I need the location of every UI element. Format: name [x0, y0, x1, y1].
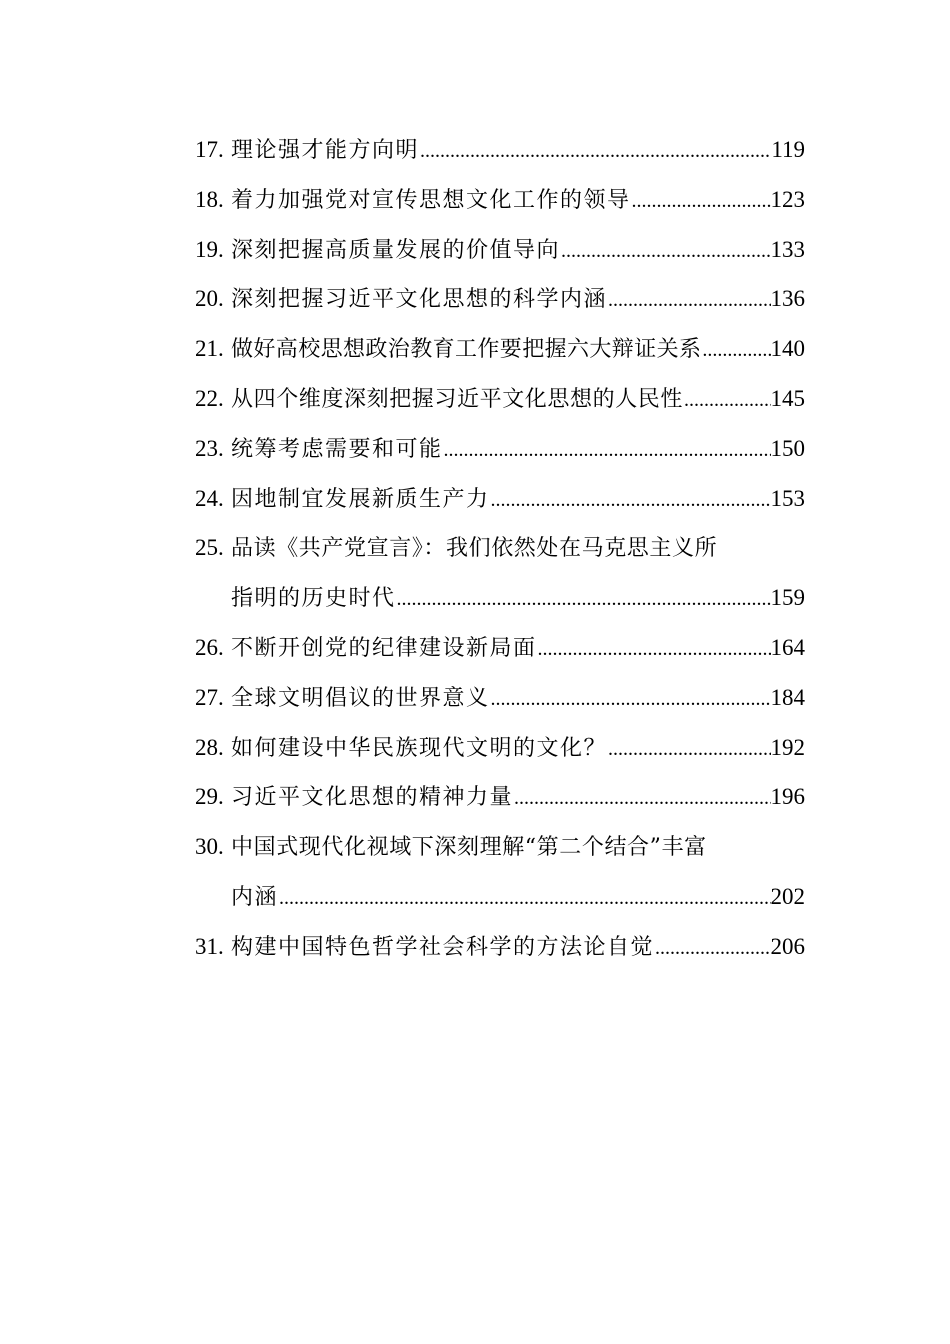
entry-title: 深刻把握习近平文化思想的科学内涵 — [231, 287, 608, 313]
entry-page-number: 140 — [770, 336, 805, 362]
entry-number: 29. — [195, 784, 224, 810]
entry-number: 25. — [195, 535, 224, 561]
entry-page-number: 164 — [770, 634, 805, 660]
toc-entry-23[interactable] — [195, 424, 805, 474]
entry-number: 17. — [195, 137, 224, 162]
entry-number: 24. — [195, 485, 224, 511]
entry-number: 30. — [195, 834, 224, 860]
toc-entry-27[interactable] — [195, 673, 805, 723]
toc-entry-28[interactable] — [195, 723, 805, 773]
entry-title: 品读《共产党宣言》：我们依然处在马克思主义所 — [231, 536, 718, 562]
entry-page-number: 123 — [770, 186, 805, 212]
entry-page-number: 133 — [770, 236, 805, 262]
entry-number: 23. — [195, 435, 224, 461]
dot-leader — [683, 376, 770, 426]
entry-page-number: 159 — [770, 585, 805, 611]
dot-leader — [701, 326, 770, 376]
table-of-contents — [195, 125, 805, 972]
entry-number: 26. — [195, 634, 224, 660]
dot-leader — [607, 725, 770, 775]
entry-title: 理论强才能方向明 — [231, 138, 420, 163]
dot-leader — [396, 575, 771, 625]
dot-leader — [560, 227, 770, 277]
entry-page-number: 196 — [770, 784, 805, 810]
entry-number: 22. — [195, 385, 224, 411]
entry-title: 因地制宜发展新质生产力 — [231, 486, 490, 512]
toc-entry-20[interactable] — [195, 274, 805, 324]
entry-page-number: 206 — [770, 933, 805, 959]
entry-page-number: 184 — [770, 684, 805, 710]
entry-title: 如何建设中华民族现代文明的文化？ — [231, 735, 608, 761]
dot-leader — [607, 276, 770, 326]
dot-leader — [419, 127, 771, 177]
toc-entry-25-line-2[interactable] — [195, 573, 805, 623]
entry-number: 27. — [195, 684, 224, 710]
toc-entry-17[interactable] — [195, 125, 805, 175]
toc-entry-24[interactable] — [195, 474, 805, 524]
entry-title: 从四个维度深刻把握习近平文化思想的人民性 — [231, 386, 684, 412]
dot-leader — [490, 476, 771, 526]
dot-leader — [443, 426, 771, 476]
entry-title: 全球文明倡议的世界意义 — [231, 685, 490, 711]
entry-page-number: 153 — [770, 485, 805, 511]
toc-entry-30-line-1[interactable] — [195, 822, 805, 872]
dot-leader — [654, 924, 770, 974]
entry-number: 19. — [195, 236, 224, 262]
dot-leader — [513, 774, 770, 824]
entry-title: 不断开创党的纪律建设新局面 — [231, 635, 537, 661]
entry-title: 构建中国特色哲学社会科学的方法论自觉 — [231, 934, 655, 960]
entry-page-number: 150 — [770, 435, 805, 461]
entry-page-number: 119 — [771, 137, 805, 162]
entry-title: 着力加强党对宣传思想文化工作的领导 — [231, 187, 631, 213]
entry-number: 18. — [195, 186, 224, 212]
entry-number: 20. — [195, 286, 224, 312]
entry-number: 31. — [195, 933, 224, 959]
toc-entry-30-line-2[interactable] — [195, 872, 805, 922]
toc-entry-19[interactable] — [195, 225, 805, 275]
entry-title: 做好高校思想政治教育工作要把握六大辩证关系 — [231, 337, 702, 363]
entry-page-number: 136 — [770, 286, 805, 312]
entry-title: 习近平文化思想的精神力量 — [231, 785, 514, 811]
dot-leader — [537, 625, 771, 675]
toc-entry-31[interactable] — [195, 922, 805, 972]
entry-title: 深刻把握高质量发展的价值导向 — [231, 237, 561, 263]
dot-leader — [278, 874, 770, 924]
toc-entry-26[interactable] — [195, 623, 805, 673]
entry-title: 统筹考虑需要和可能 — [231, 436, 443, 462]
toc-entry-21[interactable] — [195, 324, 805, 374]
entry-title-continuation: 指明的历史时代 — [231, 586, 396, 612]
dot-leader — [490, 675, 771, 725]
entry-title: 中国式现代化视域下深刻理解“第二个结合”丰富 — [231, 835, 707, 861]
toc-entry-18[interactable] — [195, 175, 805, 225]
dot-leader — [631, 177, 771, 227]
toc-entry-29[interactable] — [195, 772, 805, 822]
entry-page-number: 192 — [770, 734, 805, 760]
entry-title-continuation: 内涵 — [231, 884, 279, 910]
toc-entry-25-line-1[interactable] — [195, 523, 805, 573]
entry-page-number: 202 — [770, 883, 805, 909]
entry-number: 21. — [195, 336, 224, 362]
toc-entry-22[interactable] — [195, 374, 805, 424]
entry-page-number: 145 — [770, 385, 805, 411]
entry-number: 28. — [195, 734, 224, 760]
